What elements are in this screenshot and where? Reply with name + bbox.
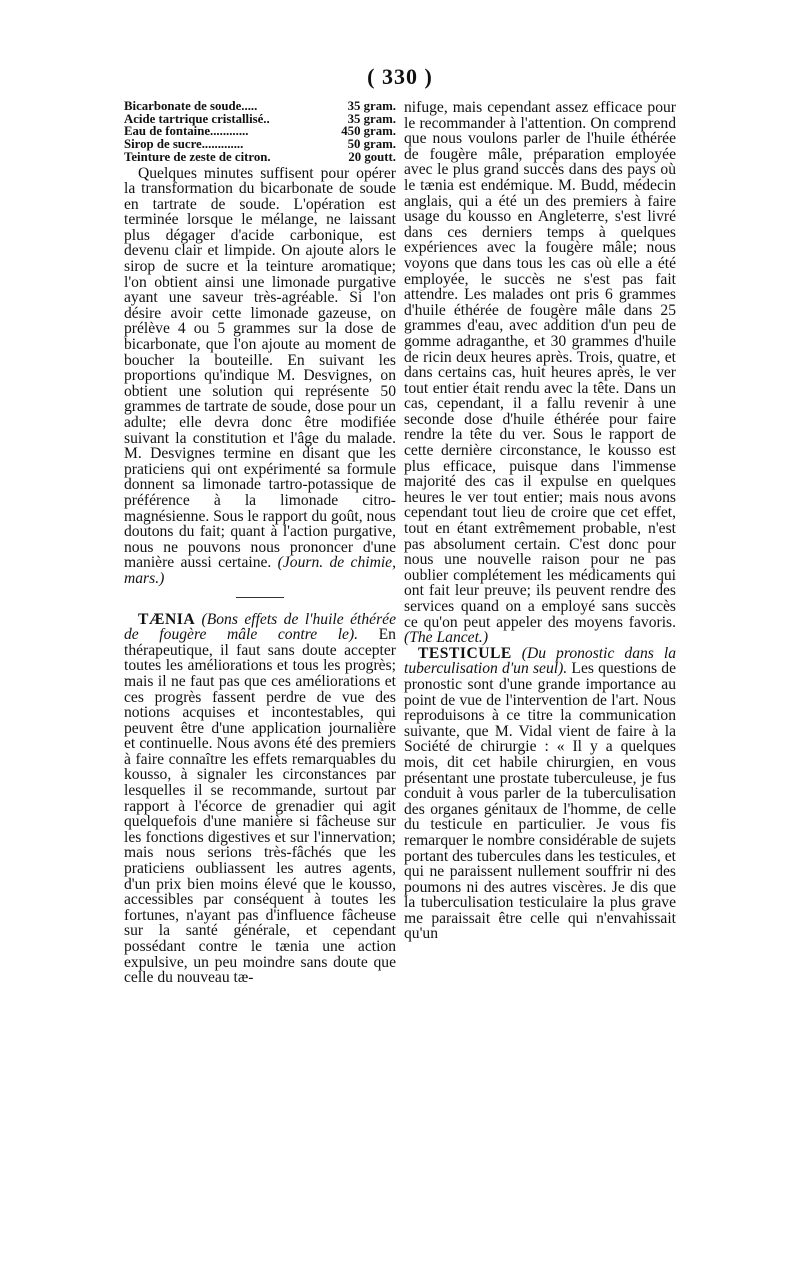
left-column bbox=[124, 100, 396, 986]
testicule-article bbox=[404, 646, 676, 942]
taenia-headword: TÆNIA bbox=[138, 610, 196, 628]
recipe-item: Acide tartrique cristallisé.. bbox=[124, 111, 270, 126]
recipe-qty: 20 goutt. bbox=[348, 149, 396, 164]
recipe-row bbox=[124, 138, 396, 151]
taenia-continued-paragraph bbox=[404, 100, 676, 646]
taenia-source: (The Lancet.) bbox=[404, 629, 489, 647]
recipe-qty: 35 gram. bbox=[347, 99, 396, 113]
limonade-source: (Journ. de chimie, mars.) bbox=[124, 554, 396, 587]
limonade-text: Quelques minutes suffisent pour opérer la transformation du bicarbonate de soude en tartrate de soude. L'opération est terminée lorsque le mélange, ne laissant plus dégager d'acide carbonique, est devenu clair et limpide. On ajoute alors le sirop de sucre et la teinture aromatique; l'on obtient ainsi une limonade purgative ayant une saveur très-agréable. Si l'on désire avoir cette limonade gazeuse, on prélève 4 ou 5 grammes sur la dose de bicarbonate, que l'on ajoute au moment de boucher la bouteille. En suivant les proportions qu'indique M. Desvignes, on obtient une solution qui représente 50 grammes de tartrate de soude, dose pour un adulte; elle devra donc être modifiée suivant la constitution et l'âge du malade. M. Desvignes termine en disant que les praticiens qui ont expérimenté sa formule donnent sa limonade tartro-potassique de préférence à la limonade citro-magnésienne. Sous le rapport du goût, nous doutons du fait; quant à l'action purgative, nous ne pouvons nous prononcer d'une manière aussi certaine. bbox=[124, 164, 396, 572]
testicule-subtitle: (Du pronostic dans la tuberculisation d'un seul). bbox=[404, 644, 676, 678]
recipe-list bbox=[124, 100, 396, 164]
testicule-headword: TESTICULE bbox=[418, 644, 512, 662]
taenia-continued-text: nifuge, mais cependant assez efficace pour le recommander à l'attention. On comprend que nous voulons parler de l'huile éthérée de fougère mâle, préparation employée avec le plus grand succès dans des pays où le tænia est endémique. M. Budd, médecin anglais, qui a été un des premiers à faire usage du kousso en Angleterre, s'est livré dans ces derniers temps à quelques expériences avec la fougère mâle; nous voyons que dans tous les cas où elle a été employée, le succès ne s'est pas fait attendre. Les malades ont pris 6 grammes d'huile éthérée de fougère mâle dans 25 grammes d'eau, avec addition d'un peu de gomme adraganthe, et 30 grammes d'huile de ricin deux heures après. Trois, quatre, et dans certains cas, huit heures après, le ver tout entier était rendu avec la tête. Dans un cas, cependant, il a fallu revenir à une seconde dose d'huile éthérée pour faire rendre la tête du ver. Sous le rapport de cette dernière circonstance, le kousso est plus efficace, puisque dans l'immense majorité des cas il expulse en quelques heures le ver tout entier; mais nous avons cependant tout lieu de croire que cet effet, tout en étant extrêmement probable, n'est pas absolument certain. C'est donc pour nous une nouvelle raison pour ne pas oublier complétement les médicaments qui ont fait leur preuve; ils peuvent rendre des services quand on a employé sans succès ce qu'on peut appeler des moyens favoris. bbox=[404, 99, 676, 631]
recipe-item: Teinture de zeste de citron. bbox=[124, 149, 271, 164]
testicule-text: Les questions de pronostic sont d'une grande importance au point de vue de l'intervention de l'art. Nous reproduisons à ce titre la communication suivante, que M. Vidal vient de faire à la Société de chirurgie : « Il y a quelques mois, dit cet habile chirurgien, en vous présentant une prostate tuberculeuse, je fus conduit à vous parler de la tuberculisation des organes génitaux de l'homme, de celle du testicule en particulier. Je vous fis remarquer le nombre considérable de sujets portant des tubercules dans les testicules, et qui ne paraissent nullement souffrir ni des poumons ni des autres viscères. Je dis que la tuberculisation testiculaire la plus grave me paraissait être celle qui n'envahissait qu'un bbox=[404, 660, 676, 943]
recipe-row bbox=[124, 151, 396, 164]
right-column bbox=[404, 100, 676, 942]
taenia-text: En thérapeutique, il faut sans doute accepter toutes les améliorations et tous les progrès; mais il ne faut pas que ces améliorations et ces progrès fassent perdre de vue des notions acquises et incontestables, qui peuvent être d'une application journalière et continuelle. Nous avons été des premiers à faire connaître les effets remarquables du kousso, à signaler les circonstances par lesquelles il se recommande, surtout par rapport à l'écorce de grenadier qui agit quelquefois d'une manière si fâcheuse sur les fonctions digestives et sur l'innervation; mais nous serions très-fâchés que les praticiens oubliassent les autres agents, d'un prix bien moins élevé que le kousso, accessibles par conséquent à toutes les fortunes, n'ayant pas d'influence fâcheuse sur la santé générale, et cependant possédant contre le tænia une action expulsive, un peu moindre sans doute que celle du nouveau tæ- bbox=[124, 626, 396, 987]
limonade-paragraph bbox=[124, 166, 396, 587]
recipe-row bbox=[124, 100, 396, 113]
recipe-qty: 35 gram. bbox=[347, 111, 396, 126]
page-number: ( 330 ) bbox=[367, 64, 433, 89]
recipe-item: Sirop de sucre............. bbox=[124, 137, 244, 152]
taenia-article bbox=[124, 612, 396, 986]
taenia-subtitle: (Bons effets de l'huile éthérée de fougère mâle contre le). bbox=[124, 610, 396, 644]
recipe-qty: 450 gram. bbox=[341, 124, 396, 139]
recipe-item: Bicarbonate de soude..... bbox=[124, 99, 258, 113]
recipe-qty: 50 gram. bbox=[347, 137, 396, 152]
recipe-item: Eau de fontaine............ bbox=[124, 124, 249, 139]
section-divider bbox=[236, 597, 284, 598]
